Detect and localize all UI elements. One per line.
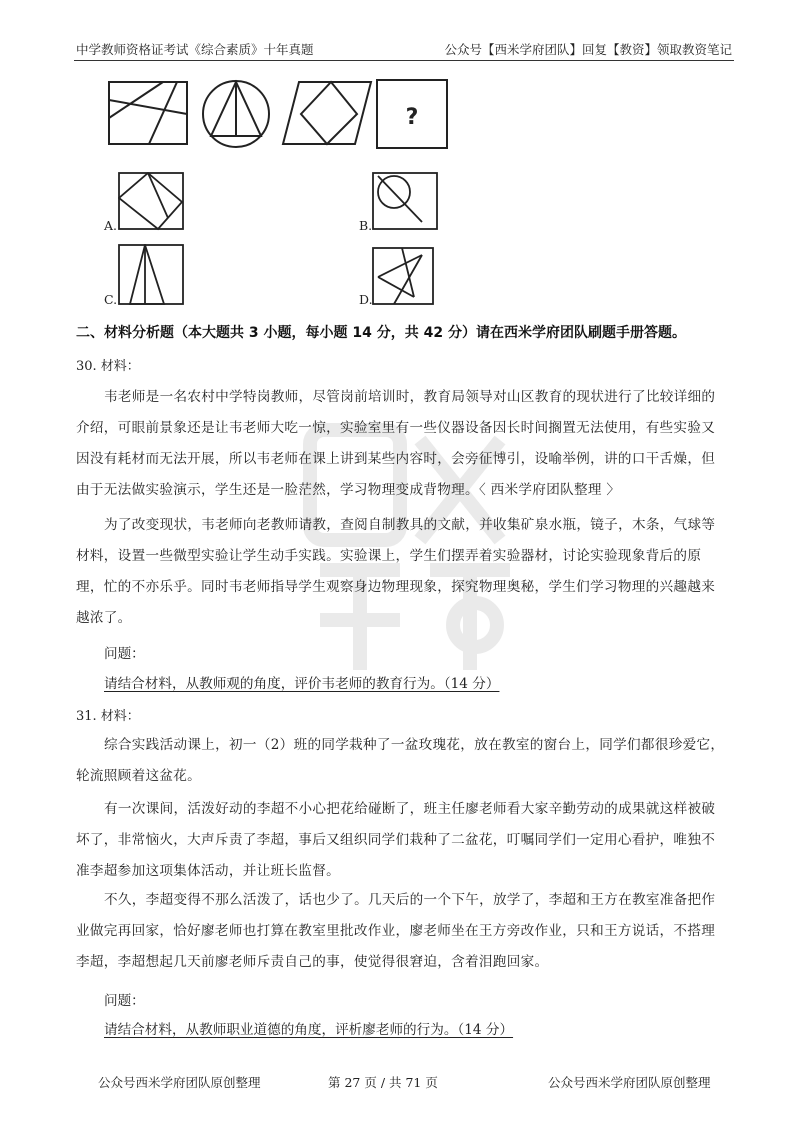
q31-number: 31. 材料： bbox=[76, 709, 140, 724]
footer-right: 公众号西米学府团队原创整理 bbox=[548, 1075, 711, 1090]
figure-parallelogram-diamond bbox=[283, 82, 371, 144]
figure-sequence bbox=[105, 78, 455, 152]
q30-question: 请结合材料，从教师观的角度，评价韦老师的教育行为。（14 分） bbox=[104, 676, 500, 692]
q31-paragraph-2: 有一次课间，活泼好动的李超不小心把花给碰断了，班主任廖老师看大家辛勤劳动的成果就这样被破坏了，非常恼火，大声斥责了李超，事后又组织同学们栽种了二盆花，叮嘱同学们一定用心看护，唯独不准李超参加这项集体活动，并让班长监督。 bbox=[76, 801, 716, 879]
header-left-title: 中学教师资格证考试《综合素质》十年真题 bbox=[76, 42, 314, 57]
option-d-figure bbox=[372, 247, 434, 305]
footer-left: 公众号西米学府团队原创整理 bbox=[98, 1075, 261, 1090]
option-a-label: A. bbox=[104, 218, 118, 233]
q30-question-label: 问题： bbox=[104, 646, 145, 662]
option-c-figure bbox=[118, 244, 184, 306]
q30-paragraph-2: 为了改变现状，韦老师向老教师请教，查阅自制教具的文献，并收集矿泉水瓶，镜子，木条，气球等材料，设置一些微型实验让学生动手实践。实验课上，学生们摆弄着实验器材，讨论实验现象背后的原理，忙的不亦乐乎。同时韦老师指导学生观察身边物理现象，探究物理奥秘，学生们学习物理的兴趣越来越浓了。 bbox=[76, 517, 716, 626]
q30-paragraph-1: 韦老师是一名农村中学特岗教师，尽管岗前培训时，教育局领导对山区教育的现状进行了比较详细的介绍，可眼前景象还是让韦老师大吃一惊，实验室里有一些仪器设备因长时间搁置无法使用，有些实验又因没有耗材而无法开展，所以韦老师在课上讲到某些内容时，会旁征博引，设喻举例，讲的口干舌燥，但由于无法做实验演示，学生还是一脸茫然，学习物理变成背物理。〈 西米学府团队整理 〉 bbox=[76, 389, 716, 498]
q31-question: 请结合材料，从教师职业道德的角度，评析廖老师的行为。（14 分） bbox=[104, 1022, 514, 1038]
section-title: 二、材料分析题（本大题共 3 小题，每小题 14 分，共 42 分）请在西米学府团队刷题手册答题。 bbox=[76, 325, 686, 341]
option-a-figure bbox=[118, 172, 184, 232]
header-right-note: 公众号【西米学府团队】回复【教资】领取教资笔记 bbox=[444, 42, 732, 57]
header-divider bbox=[74, 60, 734, 61]
q31-paragraph-1: 综合实践活动课上，初一（2）班的同学栽种了一盆玫瑰花，放在教室的窗台上，同学们都很珍爱它，轮流照顾着这盆花。 bbox=[76, 737, 725, 784]
option-c-label: C. bbox=[104, 292, 118, 307]
figure-circle-triangle bbox=[203, 81, 269, 147]
option-b-label: B. bbox=[359, 218, 373, 233]
q30-number: 30. 材料： bbox=[76, 359, 140, 374]
figure-rect-lines bbox=[109, 82, 187, 144]
option-d-label: D. bbox=[359, 292, 373, 307]
q31-question-label: 问题： bbox=[104, 993, 145, 1009]
option-b-figure bbox=[372, 172, 438, 232]
page-number: 第 27 页 / 共 71 页 bbox=[328, 1075, 438, 1090]
q31-paragraph-3: 不久，李超变得不那么活泼了，话也少了。几天后的一个下午，放学了，李超和王方在教室准备把作业做完再回家，恰好廖老师也打算在教室里批改作业，廖老师坐在王方旁改作业，只和王方说话，不搭理李超，李超想起几天前廖老师斥责自己的事，使觉得很窘迫，含着泪跑回家。 bbox=[76, 892, 716, 970]
question-mark: ? bbox=[405, 105, 419, 130]
